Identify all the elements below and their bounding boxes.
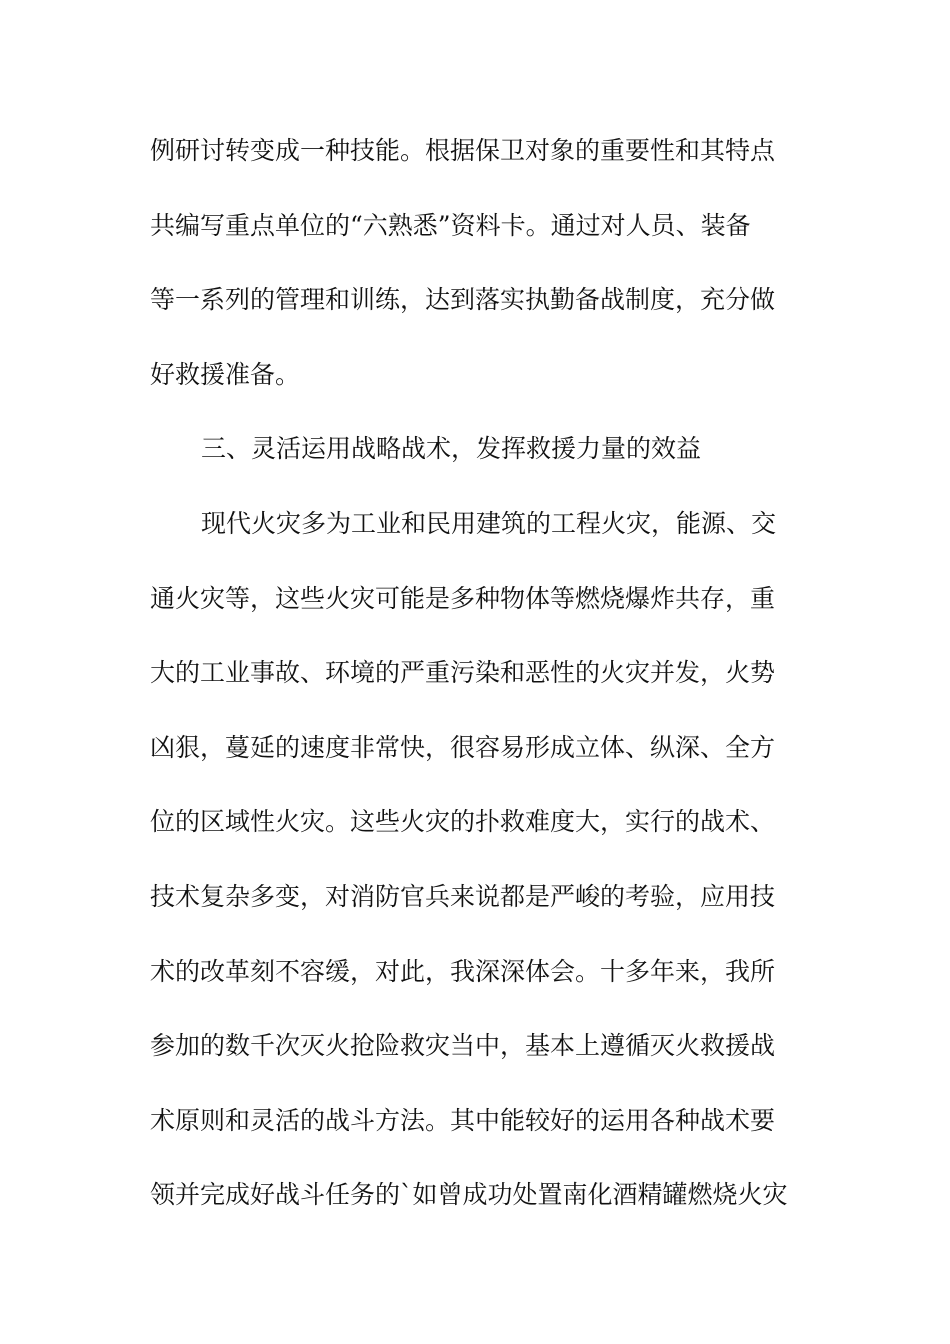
body-text-line: 术的改革刻不容缓，对此，我深深体会。十多年来，我所 [150,957,776,986]
body-text-line: 共编写重点单位的“六熟悉”资料卡。通过对人员、装备 [150,211,751,240]
body-text-line: 术原则和灵活的战斗方法。其中能较好的运用各种战术要 [150,1106,776,1135]
body-text-line: 等一系列的管理和训练，达到落实执勤备战制度，充分做 [150,285,776,314]
body-text-line: 大的工业事故、环境的严重污染和恶性的火灾并发，火势 [150,658,776,687]
body-text-line: 参加的数千次灭火抢险救灾当中，基本上遵循灭火救援战 [150,1031,776,1060]
body-text-line: 现代火灾多为工业和民用建筑的工程火灾，能源、交 [201,509,777,538]
body-text-line: 技术复杂多变，对消防官兵来说都是严峻的考验，应用技 [150,882,776,911]
body-text-line: 通火灾等，这些火灾可能是多种物体等燃烧爆炸共存，重 [150,584,776,613]
section-heading: 三、灵活运用战略战术，发挥救援力量的效益 [201,434,702,463]
body-text-line: 好救援准备。 [150,360,301,389]
body-text-line: 领并完成好战斗任务的`如曾成功处置南化酒精罐燃烧火灾 [150,1180,788,1209]
body-text-line: 位的区域性火灾。这些火灾的扑救难度大，实行的战术、 [150,807,776,836]
body-text-line: 例研讨转变成一种技能。根据保卫对象的重要性和其特点 [150,136,776,165]
body-text-line: 凶狠，蔓延的速度非常快，很容易形成立体、纵深、全方 [150,733,776,762]
